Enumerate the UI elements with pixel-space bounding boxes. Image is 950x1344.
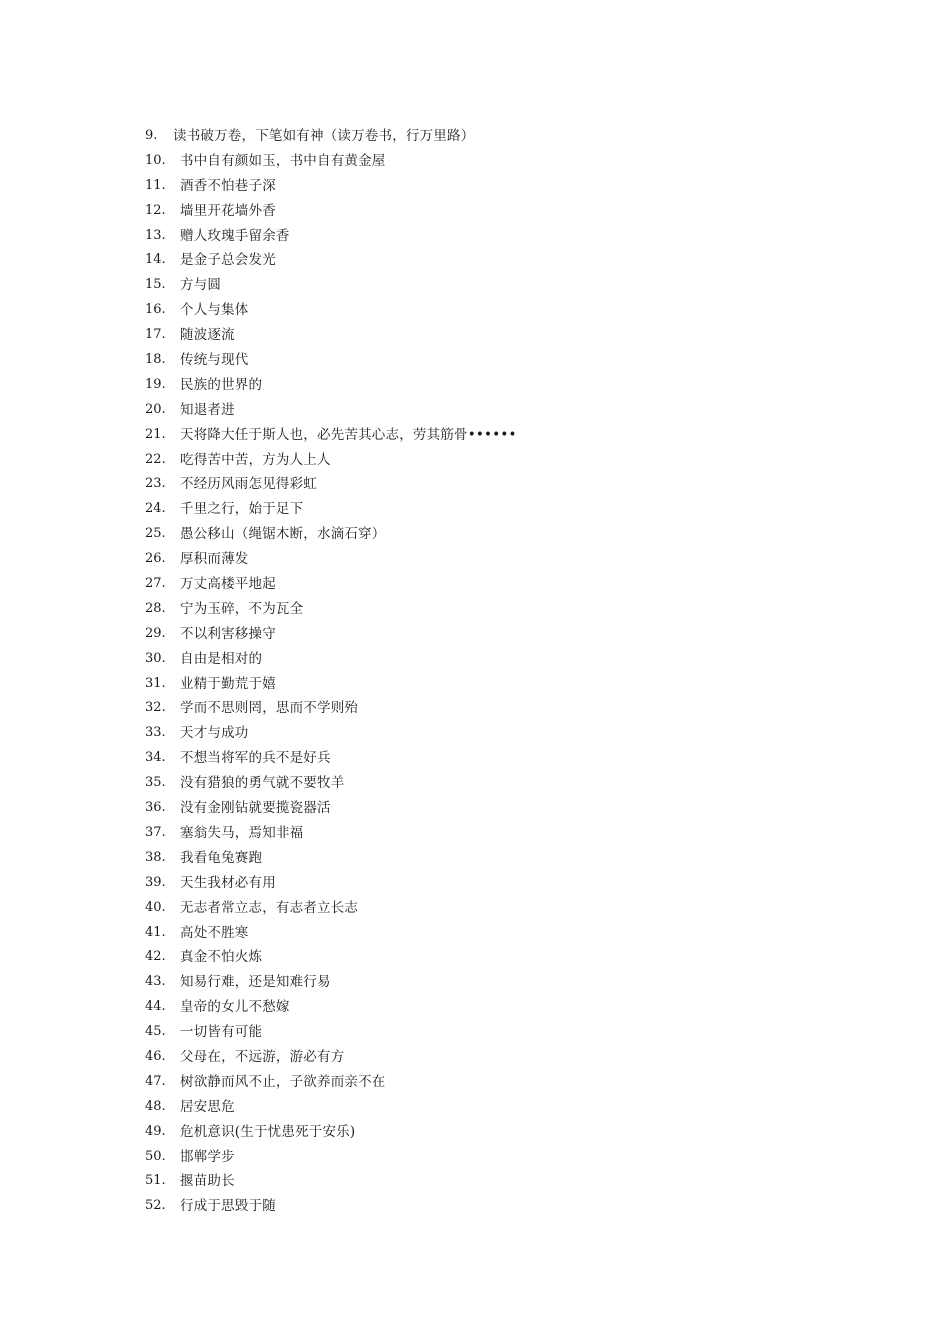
list-item bbox=[145, 149, 517, 174]
item-text: 厚积而薄发 bbox=[180, 551, 249, 568]
item-text: 我看龟兔赛跑 bbox=[180, 849, 263, 866]
item-number: 22. bbox=[145, 451, 166, 467]
item-text: 树欲静而风不止，子欲养而亲不在 bbox=[180, 1073, 386, 1090]
item-number: 25. bbox=[145, 526, 166, 542]
item-number: 37. bbox=[145, 824, 166, 840]
item-text: 民族的世界的 bbox=[180, 376, 263, 393]
item-text: 方与圆 bbox=[180, 277, 222, 294]
item-number: 26. bbox=[145, 551, 166, 567]
item-text: 没有金刚钻就要揽瓷器活 bbox=[180, 800, 331, 817]
item-text: 书中自有颜如玉，书中自有黄金屋 bbox=[180, 152, 386, 169]
list-item bbox=[145, 1194, 517, 1219]
item-number: 29. bbox=[145, 625, 166, 641]
item-text: 业精于勤荒于嬉 bbox=[180, 675, 276, 692]
item-number: 10. bbox=[145, 152, 166, 168]
item-number: 18. bbox=[145, 352, 166, 368]
item-number: 41. bbox=[145, 924, 166, 940]
item-text: 吃得苦中苦，方为人上人 bbox=[180, 451, 331, 468]
item-number: 12. bbox=[145, 202, 166, 218]
list-item bbox=[145, 398, 517, 423]
list-item bbox=[145, 572, 517, 597]
list-item bbox=[145, 1169, 517, 1194]
item-text: 危机意识(生于忧患死于安乐) bbox=[180, 1123, 356, 1140]
item-number: 28. bbox=[145, 600, 166, 616]
item-text: 父母在，不远游，游必有方 bbox=[180, 1048, 345, 1065]
item-number: 9. bbox=[145, 128, 158, 143]
list-item bbox=[145, 796, 517, 821]
item-number: 31. bbox=[145, 675, 166, 691]
list-item bbox=[145, 995, 517, 1020]
item-number: 47. bbox=[145, 1073, 166, 1089]
list-item bbox=[145, 1045, 517, 1070]
item-number: 42. bbox=[145, 949, 166, 965]
item-number: 15. bbox=[145, 277, 166, 293]
item-number: 52. bbox=[145, 1198, 166, 1214]
item-number: 48. bbox=[145, 1098, 166, 1114]
item-number: 50. bbox=[145, 1148, 166, 1164]
item-text: 酒香不怕巷子深 bbox=[180, 177, 276, 194]
item-text: 赠人玫瑰手留余香 bbox=[180, 227, 290, 244]
item-number: 16. bbox=[145, 302, 166, 318]
list-item bbox=[145, 821, 517, 846]
item-text: 万丈高楼平地起 bbox=[180, 576, 276, 593]
list-item bbox=[145, 1095, 517, 1120]
item-text: 无志者常立志，有志者立长志 bbox=[180, 899, 359, 916]
item-text: 天才与成功 bbox=[180, 725, 249, 742]
item-text: 不经历风雨怎见得彩虹 bbox=[180, 476, 317, 493]
item-text: 天生我材必有用 bbox=[180, 874, 276, 891]
item-text: 千里之行，始于足下 bbox=[180, 501, 304, 518]
list-item bbox=[145, 124, 517, 149]
item-number: 34. bbox=[145, 750, 166, 766]
list-item bbox=[145, 298, 517, 323]
item-text: 学而不思则罔，思而不学则殆 bbox=[180, 700, 359, 717]
item-text: 是金子总会发光 bbox=[180, 252, 276, 269]
item-number: 43. bbox=[145, 974, 166, 990]
item-text: 不想当将军的兵不是好兵 bbox=[180, 750, 331, 767]
list-item bbox=[145, 721, 517, 746]
item-text: 个人与集体 bbox=[180, 302, 249, 319]
item-number: 44. bbox=[145, 999, 166, 1015]
item-text: 邯郸学步 bbox=[180, 1148, 235, 1165]
item-number: 14. bbox=[145, 252, 166, 268]
item-number: 40. bbox=[145, 899, 166, 915]
list-item bbox=[145, 896, 517, 921]
item-number: 20. bbox=[145, 401, 166, 417]
item-text: 揠苗助长 bbox=[180, 1173, 235, 1190]
item-number: 17. bbox=[145, 327, 166, 343]
item-number: 32. bbox=[145, 700, 166, 716]
list-item bbox=[145, 522, 517, 547]
list-item bbox=[145, 871, 517, 896]
item-text: 行成于思毁于随 bbox=[180, 1198, 276, 1215]
list-item bbox=[145, 448, 517, 473]
list-item bbox=[145, 1020, 517, 1045]
item-text: 读书破万卷，下笔如有神（读万卷书，行万里路） bbox=[173, 128, 475, 144]
list-item bbox=[145, 622, 517, 647]
item-text: 愚公移山（绳锯木断，水滴石穿） bbox=[180, 526, 386, 543]
item-text: 知退者进 bbox=[180, 401, 235, 418]
list-item bbox=[145, 945, 517, 970]
item-text: 高处不胜寒 bbox=[180, 924, 249, 941]
item-number: 39. bbox=[145, 874, 166, 890]
item-text: 皇帝的女儿不愁嫁 bbox=[180, 999, 290, 1016]
item-number: 49. bbox=[145, 1123, 166, 1139]
item-text: 传统与现代 bbox=[180, 352, 249, 369]
item-number: 51. bbox=[145, 1173, 166, 1189]
item-number: 36. bbox=[145, 800, 166, 816]
list-item bbox=[145, 746, 517, 771]
item-number: 30. bbox=[145, 650, 166, 666]
list-item bbox=[145, 323, 517, 348]
item-number: 24. bbox=[145, 501, 166, 517]
list-item bbox=[145, 174, 517, 199]
list-item bbox=[145, 970, 517, 995]
item-text: 自由是相对的 bbox=[180, 650, 263, 667]
list-item bbox=[145, 597, 517, 622]
list-item bbox=[145, 348, 517, 373]
topic-list bbox=[145, 124, 517, 1219]
list-item bbox=[145, 1070, 517, 1095]
list-item bbox=[145, 771, 517, 796]
item-number: 45. bbox=[145, 1024, 166, 1040]
list-item bbox=[145, 497, 517, 522]
item-text: 居安思危 bbox=[180, 1098, 235, 1115]
list-item bbox=[145, 647, 517, 672]
item-number: 35. bbox=[145, 775, 166, 791]
item-text: 随波逐流 bbox=[180, 327, 235, 344]
list-item bbox=[145, 921, 517, 946]
item-number: 38. bbox=[145, 849, 166, 865]
item-text: 真金不怕火炼 bbox=[180, 949, 263, 966]
item-number: 11. bbox=[145, 177, 166, 193]
list-item bbox=[145, 846, 517, 871]
item-text: 一切皆有可能 bbox=[180, 1024, 263, 1041]
item-number: 23. bbox=[145, 476, 166, 492]
item-text: 不以利害移操守 bbox=[180, 625, 276, 642]
item-text: 宁为玉碎，不为瓦全 bbox=[180, 600, 304, 617]
list-item bbox=[145, 248, 517, 273]
item-number: 13. bbox=[145, 227, 166, 243]
item-text: 塞翁失马，焉知非福 bbox=[180, 824, 304, 841]
item-number: 21. bbox=[145, 426, 166, 442]
list-item bbox=[145, 1145, 517, 1170]
item-number: 46. bbox=[145, 1048, 166, 1064]
list-item bbox=[145, 696, 517, 721]
list-item bbox=[145, 373, 517, 398]
list-item bbox=[145, 472, 517, 497]
list-item bbox=[145, 1120, 517, 1145]
item-text: 天将降大任于斯人也，必先苦其心志，劳其筋骨•••••• bbox=[180, 426, 517, 443]
list-item bbox=[145, 423, 517, 448]
item-text: 知易行难，还是知难行易 bbox=[180, 974, 331, 991]
item-number: 33. bbox=[145, 725, 166, 741]
list-item bbox=[145, 547, 517, 572]
list-item bbox=[145, 273, 517, 298]
item-number: 19. bbox=[145, 376, 166, 392]
list-item bbox=[145, 672, 517, 697]
list-item bbox=[145, 224, 517, 249]
list-item bbox=[145, 199, 517, 224]
item-number: 27. bbox=[145, 576, 166, 592]
item-text: 没有猎狼的勇气就不要牧羊 bbox=[180, 775, 345, 792]
item-text: 墙里开花墙外香 bbox=[180, 202, 276, 219]
